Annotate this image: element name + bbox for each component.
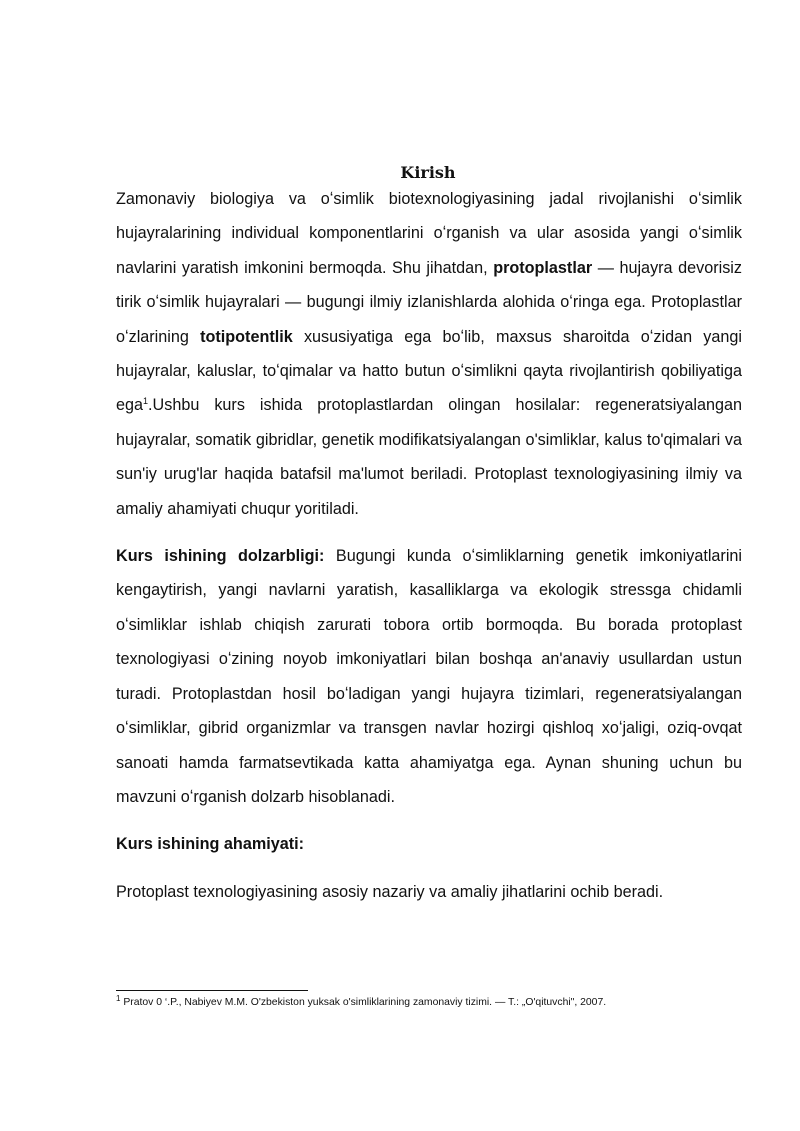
intro-text: Zamonaviy biologiya va oʻsimlik biotexnologiyasining jadal rivojlanishi oʻsimlik hujayralarining individual komponentlarini oʻrganish va ular asosida yangi oʻsimlik navlarini yaratish imkonini bermoqda. Shu jihatdan, [116, 190, 742, 277]
relevance-paragraph [116, 539, 742, 814]
intro-text: — hujayra devorisiz tirik oʻsimlik hujayralari — bugungi ilmiy izlanishlarda alohida oʻringa ega. Protoplastlar oʻzlarining [116, 258, 742, 346]
intro-text: .Ushbu kurs ishida protoplastlardan olingan hosilalar: regeneratsiyalangan hujayralar, somatik gibridlar, genetik modifikatsiyalangan o'simliklar, kalus to'qimalari va sun'iy urug'lar haqida batafsil ma'lumot beriladi. Protoplast texnologiyasining ilmiy va amaliy ahamiyati chuqur yoritiladi. [116, 396, 742, 518]
footnote-text: Pratov 0 ‘.P., Nabiyev M.M. O'zbekiston yuksak o'simliklarining zamonaviy tizimi. — T.: „O'qituvchi", 2007. [120, 997, 607, 1008]
relevance-text: Bugungi kunda oʻsimliklarning genetik imkoniyatlarini kengaytirish, yangi navlarni yaratish, kasalliklarga va ekologik stressga chidamli oʻsimliklar ishlab chiqish zarurati tobora ortib bormoqda. Bu borada protoplast texnologiyasi oʻzining noyob imkoniyatlari bilan boshqa an'anaviy usullardan ustun turadi. Protoplastdan hosil boʻladigan yangi hujayra tizimlari, regeneratsiyalangan oʻsimliklar, gibrid organizmlar va transgen navlar hozirgi qishloq xoʻjaligi, oziq-ovqat sanoati hamda farmatsevtikada katta ahamiyatga ega. Aynan shuning uchun bu mavzuni oʻrganish dolzarb hisoblanadi. [116, 547, 743, 806]
relevance-label: Kurs ishining dolzarbligi: [116, 547, 325, 566]
intro-text: xususiyatiga ega boʻlib, maxsus sharoitda oʻzidan yangi hujayralar, kaluslar, toʻqimalar va hatto butun oʻsimlikni qayta rivojlantirish qobiliyatiga ega [116, 327, 742, 415]
footnote [116, 996, 756, 1010]
document-body [116, 182, 742, 909]
footnote-separator [116, 990, 308, 991]
footnote-number: 1 [116, 994, 121, 1003]
term-protoplastlar: protoplastlar [493, 258, 593, 277]
page-title: Kirish [400, 163, 456, 182]
importance-label: Kurs ishining ahamiyati: [116, 835, 304, 854]
importance-paragraph: Protoplast texnologiyasining asosiy nazariy va amaliy jihatlarini ochib beradi. [116, 882, 664, 901]
footnote-reference[interactable]: 1 [143, 396, 149, 407]
intro-paragraph [116, 182, 742, 526]
importance-heading [116, 827, 742, 861]
term-totipotentlik: totipotentlik [200, 327, 293, 346]
